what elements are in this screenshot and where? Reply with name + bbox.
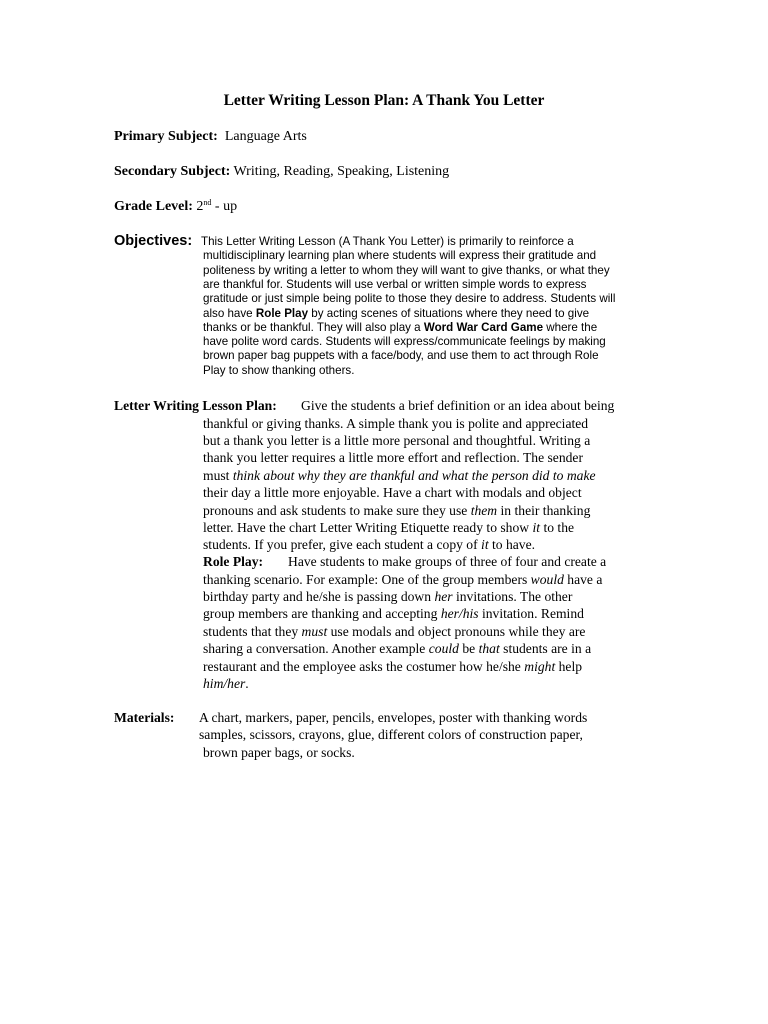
lesson-plan-line: letter. Have the chart Letter Writing Etiquette ready to show it to the xyxy=(203,519,575,535)
grade-level-number: 2 xyxy=(196,199,204,214)
lesson-plan-line: must think about why they are thankful and what the person did to make xyxy=(203,467,596,483)
objectives-label: Objectives: xyxy=(114,233,193,249)
role-play-line: sharing a conversation. Another example could be that students are in a xyxy=(203,641,592,657)
objectives-line: have polite word cards. Students will express/communicate feelings by making xyxy=(203,335,606,349)
primary-subject-row xyxy=(114,129,307,145)
primary-subject-label: Primary Subject: xyxy=(114,129,218,144)
lesson-plan-label: Letter Writing Lesson Plan: xyxy=(114,398,277,413)
role-play-line: birthday party and he/she is passing down her invitations. The other xyxy=(203,588,573,604)
objectives-line: thanks or be thankful. They will also play a Word War Card Game where the xyxy=(203,320,598,334)
role-play-line: restaurant and the employee asks the costumer how he/she might help xyxy=(203,658,583,674)
lesson-plan-line: thankful or giving thanks. A simple thank you is polite and appreciated xyxy=(203,415,589,431)
role-play-label: Role Play: xyxy=(203,554,264,569)
primary-subject-value: Language Arts xyxy=(224,129,307,144)
lesson-plan-first-line: Give the students a brief definition or an idea about being xyxy=(301,398,615,413)
objectives-line: multidisciplinary learning plan where students will express their gratitude and xyxy=(203,249,597,263)
materials-line: A chart, markers, paper, pencils, envelopes, poster with thanking words xyxy=(199,710,588,725)
grade-level-rest: - up xyxy=(211,199,238,214)
secondary-subject-row xyxy=(114,164,449,180)
objectives-line: Play to show thanking others. xyxy=(203,363,355,377)
materials-line: samples, scissors, crayons, glue, different colors of construction paper, xyxy=(199,727,583,743)
role-play-line: thanking scenario. For example: One of the group members would have a xyxy=(203,571,603,587)
lesson-plan-line: but a thank you letter is a little more personal and thoughtful. Writing a xyxy=(203,432,591,448)
lesson-plan-line: pronouns and ask students to make sure they use them in their thanking xyxy=(203,502,591,518)
role-play-line: group members are thanking and accepting her/his invitation. Remind xyxy=(203,606,584,622)
grade-level-suffix: nd xyxy=(203,198,212,207)
role-play-line: students that they must use modals and object pronouns while they are xyxy=(203,623,586,639)
lesson-plan-line: their day a little more enjoyable. Have a chart with modals and object xyxy=(203,485,582,501)
objectives-line: politeness by writing a letter to whom they will want to give thanks, or what they xyxy=(203,263,610,277)
objectives-line: also have Role Play by acting scenes of situations where they need to give xyxy=(203,306,590,320)
materials-line: brown paper bags, or socks. xyxy=(203,744,355,760)
document-title: Letter Writing Lesson Plan: A Thank You Letter xyxy=(223,92,545,109)
grade-level-row xyxy=(114,199,237,215)
objectives-line: This Letter Writing Lesson (A Thank You Letter) is primarily to reinforce a xyxy=(201,235,574,248)
role-play-line: him/her. xyxy=(203,675,249,691)
objectives-line: are thankful for. Students will use verbal or written simple words to express xyxy=(203,277,587,291)
lesson-plan-line: students. If you prefer, give each student a copy of it to have. xyxy=(203,537,536,553)
secondary-subject-label: Secondary Subject: xyxy=(114,164,231,179)
objectives-line: gratitude or just simple being polite to those they desire to address. Students will xyxy=(203,292,616,306)
role-play-first-line: Have students to make groups of three of four and create a xyxy=(288,554,607,569)
materials-label: Materials: xyxy=(114,710,175,725)
secondary-subject-value: Writing, Reading, Speaking, Listening xyxy=(233,164,450,179)
lesson-plan-line: thank you letter requires a little more effort and reflection. The sender xyxy=(203,450,583,466)
grade-level-label: Grade Level: xyxy=(114,199,193,214)
objectives-line: brown paper bag puppets with a face/body, and use them to act through Role xyxy=(203,349,599,363)
